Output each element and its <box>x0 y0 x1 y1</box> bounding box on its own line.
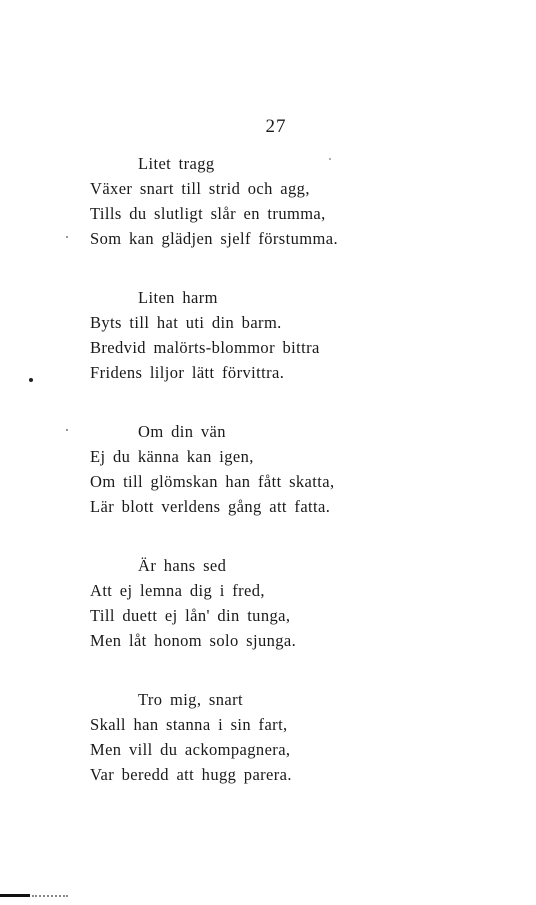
stanza <box>90 553 510 653</box>
stanza-line: Bredvid malörts-blommor bittra <box>90 338 320 357</box>
stanza-line: Skall han stanna i sin fart, <box>90 715 288 734</box>
stanza-line: Att ej lemna dig i fred, <box>90 581 265 600</box>
stanza-line: Växer snart till strid och agg, <box>90 179 310 198</box>
stanza-line: Var beredd att hugg parera. <box>90 765 292 784</box>
stanza <box>90 151 510 251</box>
stanza-line: Fridens liljor lätt förvittra. <box>90 363 285 382</box>
stanza-line: Byts till hat uti din barm. <box>90 313 282 332</box>
edge-dots <box>32 893 68 897</box>
ink-speck <box>66 236 68 238</box>
ink-speck <box>329 158 331 160</box>
stanza-line: Till duett ej lån' din tunga, <box>90 606 291 625</box>
stanza-line: Som kan glädjen sjelf förstumma. <box>90 229 338 248</box>
stanza-line: Om din vän <box>138 422 226 441</box>
stanza-line: Liten harm <box>138 288 218 307</box>
stanza-line: Men vill du ackompagnera, <box>90 740 291 759</box>
ink-speck <box>29 378 33 382</box>
stanza-line: Är hans sed <box>138 556 227 575</box>
edge-mark <box>0 894 30 897</box>
stanza-line: Litet tragg <box>138 154 215 173</box>
stanza-line: Ej du känna kan igen, <box>90 447 254 466</box>
stanza-line: Tro mig, snart <box>138 690 243 709</box>
stanza-line: Om till glömskan han fått skatta, <box>90 472 335 491</box>
stanza-line: Tills du slutligt slår en trumma, <box>90 204 326 223</box>
ink-speck <box>66 429 68 431</box>
stanza-line: Lär blott verldens gång att fatta. <box>90 497 331 516</box>
stanza <box>90 687 510 787</box>
page-number: 27 <box>265 116 287 137</box>
poem <box>90 151 510 821</box>
stanza <box>90 285 510 385</box>
stanza <box>90 419 510 519</box>
stanza-line: Men låt honom solo sjunga. <box>90 631 297 650</box>
